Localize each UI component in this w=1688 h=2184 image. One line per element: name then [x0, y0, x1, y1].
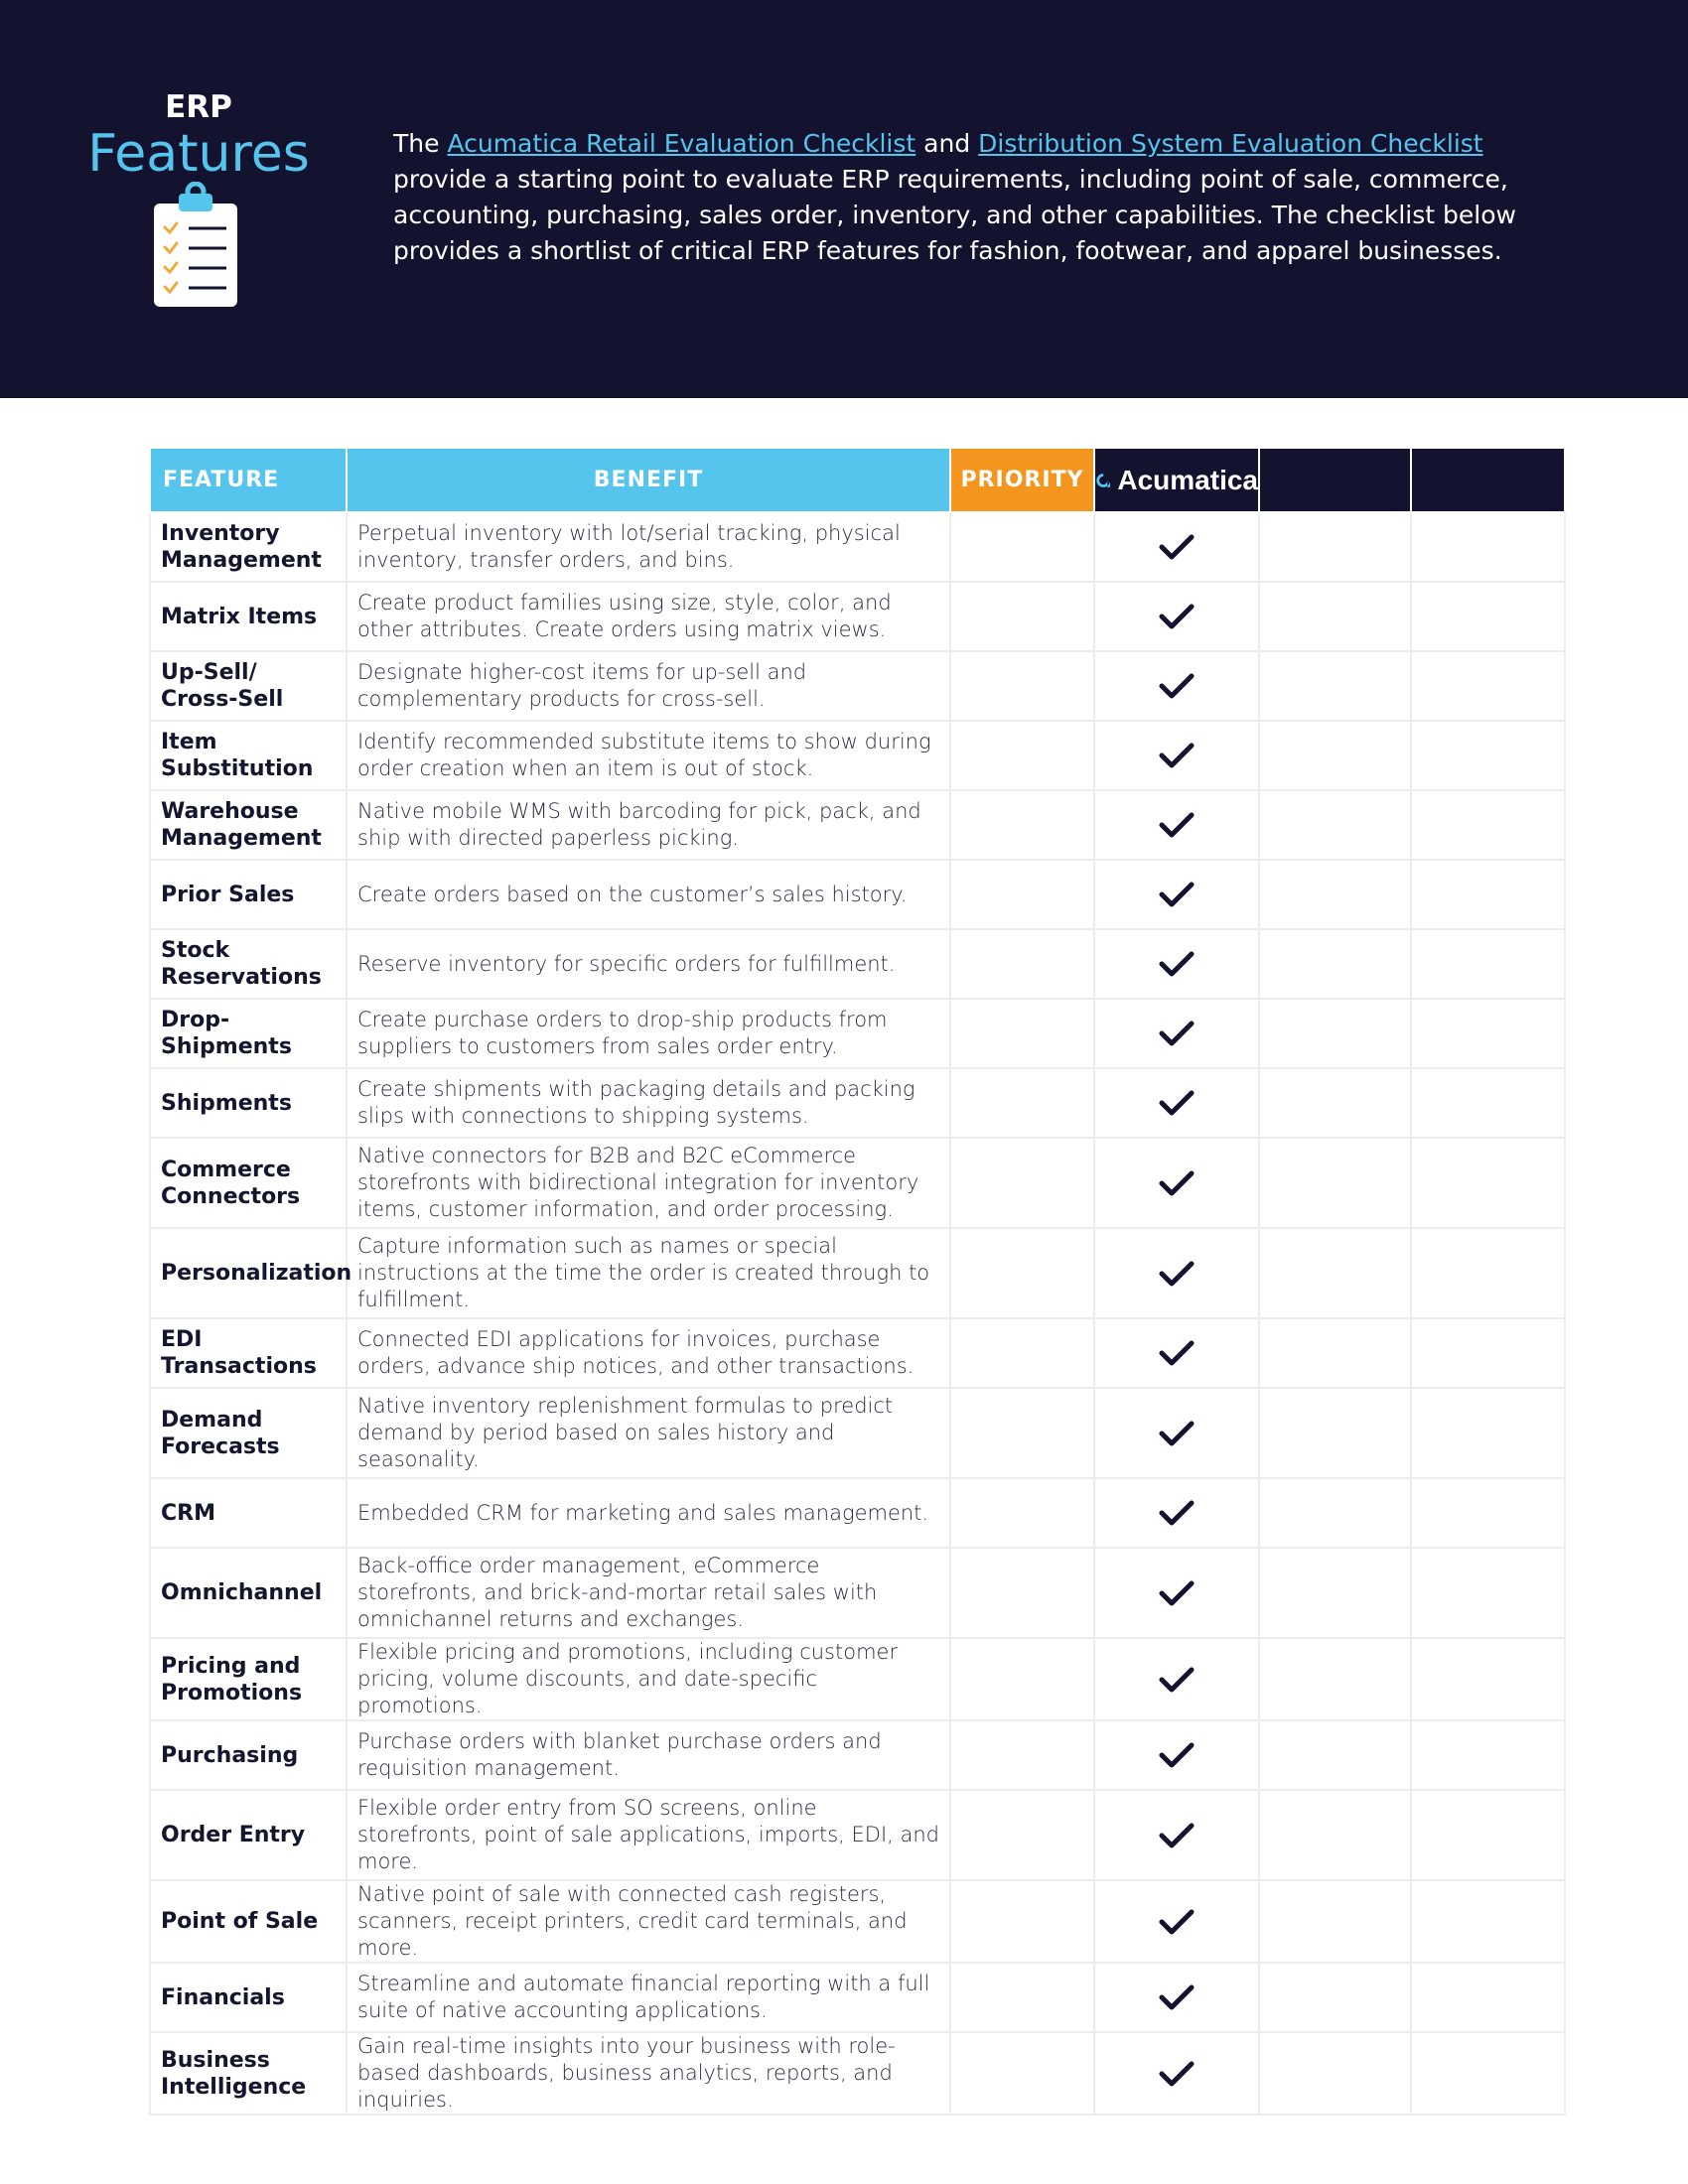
priority-cell[interactable] — [950, 1963, 1094, 2032]
priority-cell[interactable] — [950, 512, 1094, 582]
checkmark-icon — [1157, 880, 1196, 909]
comparison-cell-1[interactable] — [1259, 582, 1411, 651]
checkmark-icon — [1157, 1259, 1196, 1289]
comparison-cell-2[interactable] — [1411, 2032, 1565, 2115]
feature-cell: Warehouse Management — [150, 790, 347, 860]
table-header-row — [150, 448, 1565, 512]
comparison-cell-1[interactable] — [1259, 1548, 1411, 1638]
table-row — [150, 721, 1565, 790]
acumatica-cell — [1094, 2032, 1259, 2115]
feature-cell: Commerce Connectors — [150, 1138, 347, 1228]
comparison-cell-1[interactable] — [1259, 2032, 1411, 2115]
checkmark-icon — [1157, 1088, 1196, 1118]
table-row — [150, 1548, 1565, 1638]
acumatica-cell — [1094, 1790, 1259, 1880]
comparison-cell-2[interactable] — [1411, 1790, 1565, 1880]
benefit-column-header: BENEFIT — [347, 448, 950, 512]
acumatica-cell — [1094, 651, 1259, 721]
benefit-cell: Designate higher-cost items for up-sell and complementary products for cross-sell. — [347, 651, 950, 721]
comparison-cell-2[interactable] — [1411, 1638, 1565, 1720]
acumatica-cell — [1094, 1228, 1259, 1318]
retail-checklist-link[interactable]: Acumatica Retail Evaluation Checklist — [447, 129, 916, 158]
table-row — [150, 1478, 1565, 1548]
table-row — [150, 790, 1565, 860]
table-row — [150, 1720, 1565, 1790]
benefit-cell: Create shipments with packaging details and packing slips with connections to shipping systems. — [347, 1068, 950, 1138]
comparison-cell-1[interactable] — [1259, 1478, 1411, 1548]
checkmark-icon — [1157, 1665, 1196, 1695]
acumatica-brand-name: Acumatica — [1117, 464, 1258, 495]
table-row — [150, 2032, 1565, 2115]
priority-cell[interactable] — [950, 790, 1094, 860]
benefit-cell: Back-office order management, eCommerce storefronts, and brick-and-mortar retail sales with omnichannel returns and exchanges. — [347, 1548, 950, 1638]
feature-cell: EDI Transactions — [150, 1318, 347, 1388]
benefit-cell: Perpetual inventory with lot/serial tracking, physical inventory, transfer orders, and bins. — [347, 512, 950, 582]
acumatica-cell — [1094, 1318, 1259, 1388]
comparison-cell-2[interactable] — [1411, 1388, 1565, 1478]
comparison-cell-1[interactable] — [1259, 1138, 1411, 1228]
comparison-cell-1[interactable] — [1259, 1388, 1411, 1478]
checkmark-icon — [1157, 1498, 1196, 1528]
benefit-cell: Purchase orders with blanket purchase orders and requisition management. — [347, 1720, 950, 1790]
priority-cell[interactable] — [950, 2032, 1094, 2115]
checkmark-icon — [1157, 2059, 1196, 2089]
table-row — [150, 1880, 1565, 1963]
acumatica-cell — [1094, 582, 1259, 651]
acumatica-cell — [1094, 1478, 1259, 1548]
priority-cell[interactable] — [950, 999, 1094, 1068]
comparison-cell-2[interactable] — [1411, 790, 1565, 860]
acumatica-cell — [1094, 1638, 1259, 1720]
table-row — [150, 1318, 1565, 1388]
comparison-cell-2[interactable] — [1411, 1880, 1565, 1963]
acumatica-cell — [1094, 1963, 1259, 2032]
table-row — [150, 1388, 1565, 1478]
checkmark-icon — [1157, 1338, 1196, 1368]
priority-column-header: PRIORITY — [950, 448, 1094, 512]
table-row — [150, 582, 1565, 651]
feature-cell: CRM — [150, 1478, 347, 1548]
checkmark-icon — [1157, 602, 1196, 631]
comparison-cell-2[interactable] — [1411, 1548, 1565, 1638]
features-title: Features — [87, 124, 310, 184]
acumatica-cell — [1094, 929, 1259, 999]
checkmark-icon — [1157, 671, 1196, 701]
feature-checklist-table — [149, 447, 1566, 2116]
intro-and: and — [915, 129, 979, 158]
benefit-cell: Native connectors for B2B and B2C eCommerce storefronts with bidirectional integration for inventory items, customer information, and order processing. — [347, 1138, 950, 1228]
comparison-cell-1[interactable] — [1259, 1880, 1411, 1963]
erp-label: ERP — [165, 89, 232, 125]
acumatica-cell — [1094, 721, 1259, 790]
comparison-cell-1[interactable] — [1259, 1963, 1411, 2032]
priority-cell[interactable] — [950, 1720, 1094, 1790]
feature-cell: Business Intelligence — [150, 2032, 347, 2115]
checkmark-icon — [1157, 810, 1196, 840]
comparison-cell-1[interactable] — [1259, 1720, 1411, 1790]
comparison-cell-2[interactable] — [1411, 1138, 1565, 1228]
checkmark-icon — [1157, 949, 1196, 979]
checkmark-icon — [1157, 1821, 1196, 1850]
priority-cell[interactable] — [950, 1068, 1094, 1138]
feature-cell: Demand Forecasts — [150, 1388, 347, 1478]
comparison-cell-1[interactable] — [1259, 1068, 1411, 1138]
priority-cell[interactable] — [950, 1790, 1094, 1880]
comparison-cell-2[interactable] — [1411, 860, 1565, 929]
benefit-cell: Flexible pricing and promotions, including customer pricing, volume discounts, and date-specific promotions. — [347, 1638, 950, 1720]
priority-cell[interactable] — [950, 929, 1094, 999]
table-row — [150, 1963, 1565, 2032]
feature-cell: Shipments — [150, 1068, 347, 1138]
feature-cell: Pricing and Promotions — [150, 1638, 347, 1720]
acumatica-brand — [1095, 465, 1258, 496]
comparison-cell-1[interactable] — [1259, 1790, 1411, 1880]
benefit-cell: Create product families using size, style, color, and other attributes. Create orders using matrix views. — [347, 582, 950, 651]
benefit-cell: Capture information such as names or special instructions at the time the order is created through to fulfillment. — [347, 1228, 950, 1318]
comparison-cell-1[interactable] — [1259, 1638, 1411, 1720]
distribution-checklist-link[interactable]: Distribution System Evaluation Checklist — [978, 129, 1483, 158]
acumatica-cell — [1094, 790, 1259, 860]
priority-cell[interactable] — [950, 1228, 1094, 1318]
benefit-cell: Create purchase orders to drop-ship products from suppliers to customers from sales order entry. — [347, 999, 950, 1068]
benefit-cell: Flexible order entry from SO screens, online storefronts, point of sale applications, imports, EDI, and more. — [347, 1790, 950, 1880]
priority-cell[interactable] — [950, 1880, 1094, 1963]
clipboard-checklist-icon — [149, 182, 248, 311]
comparison-cell-1[interactable] — [1259, 860, 1411, 929]
acumatica-cell — [1094, 1880, 1259, 1963]
feature-cell: Item Substitution — [150, 721, 347, 790]
benefit-cell: Native point of sale with connected cash registers, scanners, receipt printers, credit card terminals, and more. — [347, 1880, 950, 1963]
comparison-cell-2[interactable] — [1411, 721, 1565, 790]
comparison-cell-1[interactable] — [1259, 1228, 1411, 1318]
feature-cell: Order Entry — [150, 1790, 347, 1880]
comparison-cell-2[interactable] — [1411, 1963, 1565, 2032]
comparison-cell-2[interactable] — [1411, 1228, 1565, 1318]
comparison-cell-1[interactable] — [1259, 1318, 1411, 1388]
benefit-cell: Native inventory replenishment formulas to predict demand by period based on sales history and seasonality. — [347, 1388, 950, 1478]
acumatica-cell — [1094, 860, 1259, 929]
priority-cell[interactable] — [950, 1318, 1094, 1388]
acumatica-cell — [1094, 1720, 1259, 1790]
comparison-cell-1[interactable] — [1259, 512, 1411, 582]
comparison-column-header-1 — [1259, 448, 1411, 512]
checkmark-icon — [1157, 1019, 1196, 1048]
checkmark-icon — [1157, 1740, 1196, 1770]
comparison-cell-1[interactable] — [1259, 721, 1411, 790]
checkmark-icon — [1157, 1907, 1196, 1937]
priority-cell[interactable] — [950, 1388, 1094, 1478]
feature-cell: Point of Sale — [150, 1880, 347, 1963]
benefit-cell: Connected EDI applications for invoices, purchase orders, advance ship notices, and other transactions. — [347, 1318, 950, 1388]
table-row — [150, 1638, 1565, 1720]
priority-cell[interactable] — [950, 651, 1094, 721]
intro-rest: provide a starting point to evaluate ERP requirements, including point of sale, commerce, accounting, purchasing, sales order, inventory, and other capabilities. The checklist below provides a shortlist of critical ERP features for fashion, footwear, and apparel businesses. — [393, 165, 1516, 265]
feature-cell: Prior Sales — [150, 860, 347, 929]
comparison-cell-1[interactable] — [1259, 929, 1411, 999]
feature-cell: Purchasing — [150, 1720, 347, 1790]
priority-cell[interactable] — [950, 1138, 1094, 1228]
comparison-column-header-2 — [1411, 448, 1565, 512]
priority-cell[interactable] — [950, 1478, 1094, 1548]
table-row — [150, 860, 1565, 929]
table-row — [150, 1228, 1565, 1318]
feature-column-header: FEATURE — [150, 448, 347, 512]
checkmark-icon — [1157, 532, 1196, 562]
checkmark-icon — [1157, 1419, 1196, 1448]
feature-cell: Inventory Management — [150, 512, 347, 582]
checkmark-icon — [1157, 1168, 1196, 1198]
comparison-cell-2[interactable] — [1411, 1478, 1565, 1548]
checkmark-icon — [1157, 1578, 1196, 1608]
header-band — [0, 0, 1688, 398]
benefit-cell: Reserve inventory for specific orders for fulfillment. — [347, 929, 950, 999]
acumatica-column-header — [1094, 448, 1259, 512]
acumatica-cell — [1094, 1548, 1259, 1638]
comparison-cell-1[interactable] — [1259, 790, 1411, 860]
benefit-cell: Identify recommended substitute items to show during order creation when an item is out of stock. — [347, 721, 950, 790]
benefit-cell: Native mobile WMS with barcoding for pick, pack, and ship with directed paperless picking. — [347, 790, 950, 860]
acumatica-cell — [1094, 1388, 1259, 1478]
benefit-cell: Gain real-time insights into your business with role-based dashboards, business analytics, reports, and inquiries. — [347, 2032, 950, 2115]
feature-cell: Personalization — [150, 1228, 347, 1318]
comparison-cell-2[interactable] — [1411, 929, 1565, 999]
priority-cell[interactable] — [950, 1638, 1094, 1720]
table-row — [150, 929, 1565, 999]
table-row — [150, 1138, 1565, 1228]
acumatica-logo-icon — [1095, 469, 1111, 492]
checkmark-icon — [1157, 1982, 1196, 2012]
table-row — [150, 651, 1565, 721]
benefit-cell: Create orders based on the customer’s sales history. — [347, 860, 950, 929]
priority-cell[interactable] — [950, 860, 1094, 929]
comparison-cell-1[interactable] — [1259, 651, 1411, 721]
feature-cell: Stock Reservations — [150, 929, 347, 999]
comparison-cell-2[interactable] — [1411, 651, 1565, 721]
comparison-cell-2[interactable] — [1411, 1068, 1565, 1138]
acumatica-cell — [1094, 999, 1259, 1068]
intro-prefix: The — [393, 129, 448, 158]
checkmark-icon — [1157, 741, 1196, 770]
comparison-cell-1[interactable] — [1259, 999, 1411, 1068]
feature-cell: Drop- Shipments — [150, 999, 347, 1068]
intro-paragraph — [393, 126, 1565, 269]
comparison-cell-2[interactable] — [1411, 1318, 1565, 1388]
benefit-cell: Streamline and automate financial reporting with a full suite of native accounting applications. — [347, 1963, 950, 2032]
feature-cell: Omnichannel — [150, 1548, 347, 1638]
acumatica-cell — [1094, 512, 1259, 582]
table-row — [150, 512, 1565, 582]
feature-cell: Up-Sell/ Cross-Sell — [150, 651, 347, 721]
feature-cell: Financials — [150, 1963, 347, 2032]
table-row — [150, 1790, 1565, 1880]
acumatica-cell — [1094, 1138, 1259, 1228]
priority-cell[interactable] — [950, 1548, 1094, 1638]
comparison-cell-2[interactable] — [1411, 999, 1565, 1068]
table-row — [150, 1068, 1565, 1138]
benefit-cell: Embedded CRM for marketing and sales management. — [347, 1478, 950, 1548]
comparison-cell-2[interactable] — [1411, 1720, 1565, 1790]
acumatica-cell — [1094, 1068, 1259, 1138]
priority-cell[interactable] — [950, 721, 1094, 790]
feature-cell: Matrix Items — [150, 582, 347, 651]
comparison-cell-2[interactable] — [1411, 582, 1565, 651]
table-row — [150, 999, 1565, 1068]
comparison-cell-2[interactable] — [1411, 512, 1565, 582]
priority-cell[interactable] — [950, 582, 1094, 651]
